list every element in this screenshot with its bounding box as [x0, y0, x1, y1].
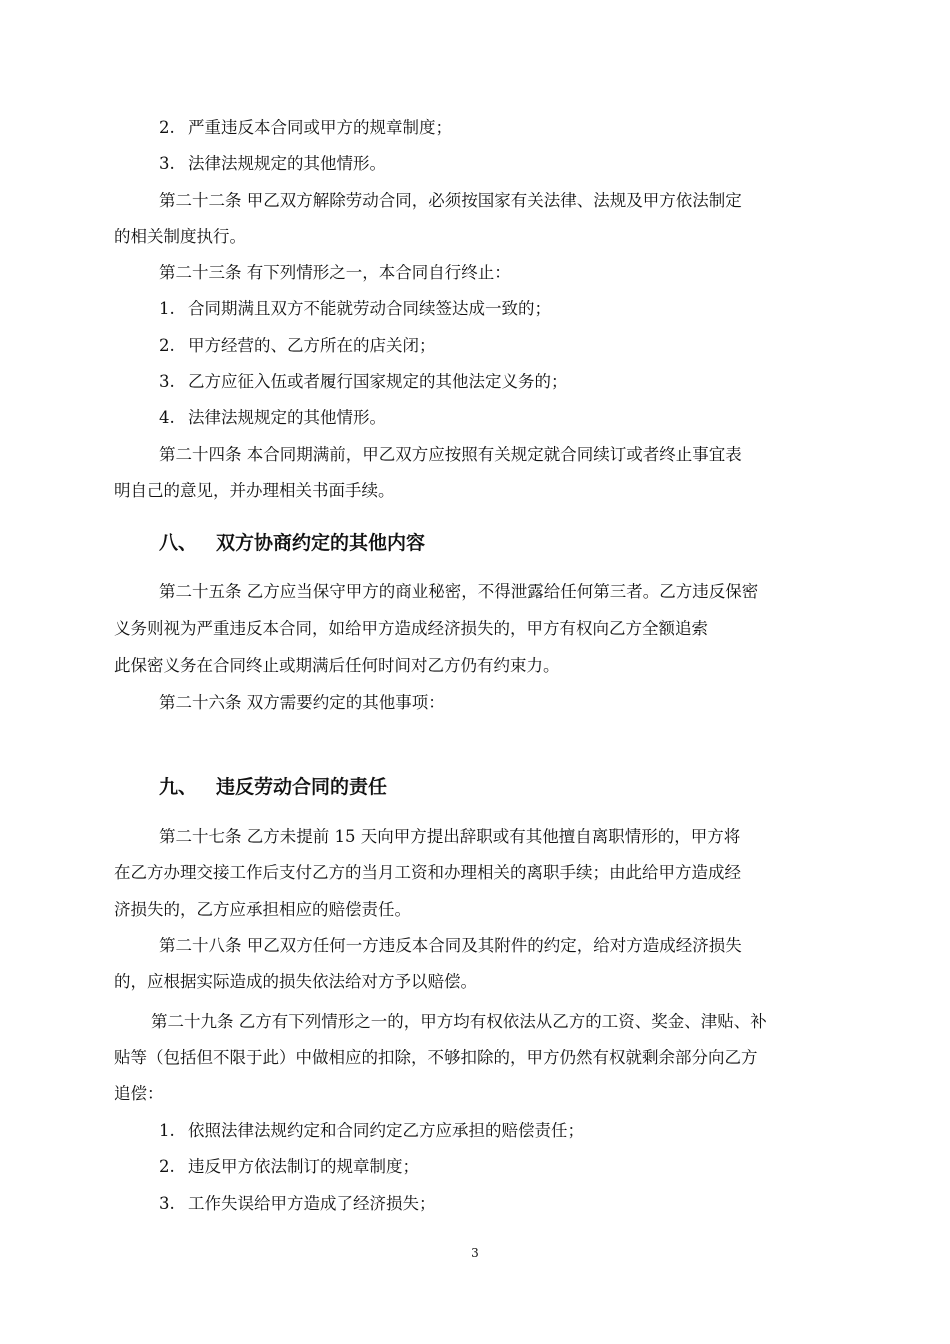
list-item-number: 1. — [159, 299, 175, 318]
list-item-number: 1. — [159, 1121, 175, 1140]
article-25-line-3: 此保密义务在合同终止或期满后任何时间对乙方仍有约束力。 — [114, 656, 560, 675]
list-item-number: 2. — [159, 1157, 175, 1176]
list-item-text: 严重违反本合同或甲方的规章制度； — [188, 118, 452, 137]
article-27-line-1: 第二十七条 乙方未提前 15 天向甲方提出辞职或有其他擅自离职情形的，甲方将 — [159, 827, 741, 846]
article-25-line-2: 义务则视为严重违反本合同，如给甲方造成经济损失的，甲方有权向乙方全额追索 — [114, 619, 708, 638]
list-item-text: 乙方应征入伍或者履行国家规定的其他法定义务的； — [188, 372, 568, 391]
list-item-number: 4. — [159, 408, 175, 427]
article-23-line-1: 第二十三条 有下列情形之一，本合同自行终止： — [159, 263, 511, 282]
article-29-line-3: 追偿： — [114, 1084, 164, 1103]
article-25-line-1: 第二十五条 乙方应当保守甲方的商业秘密，不得泄露给任何第三者。乙方违反保密 — [159, 582, 759, 601]
section-8-number: 八、 — [159, 532, 198, 554]
section-8-title: 双方协商约定的其他内容 — [216, 532, 426, 554]
article-22-line-1: 第二十二条 甲乙双方解除劳动合同，必须按国家有关法律、法规及甲方依法制定 — [159, 191, 742, 210]
list-item-text: 法律法规规定的其他情形。 — [188, 154, 386, 173]
article-26-line-1: 第二十六条 双方需要约定的其他事项： — [159, 693, 445, 712]
page-number: 3 — [471, 1246, 479, 1260]
article-22-line-2: 的相关制度执行。 — [114, 227, 246, 246]
article-27-line-2: 在乙方办理交接工作后支付乙方的当月工资和办理相关的离职手续；由此给甲方造成经 — [114, 863, 741, 882]
article-28-line-2: 的，应根据实际造成的损失依法给对方予以赔偿。 — [114, 972, 477, 991]
article-29-line-2: 贴等（包括但不限于此）中做相应的扣除，不够扣除的，甲方仍然有权就剩余部分向乙方 — [114, 1048, 758, 1067]
list-item-number: 3. — [159, 372, 175, 391]
section-9-title: 违反劳动合同的责任 — [216, 776, 388, 798]
list-item-number: 3. — [159, 154, 175, 173]
list-item-number: 2. — [159, 118, 175, 137]
list-item-text: 工作失误给甲方造成了经济损失； — [188, 1194, 436, 1213]
list-item-number: 3. — [159, 1194, 175, 1213]
article-29-line-1: 第二十九条 乙方有下列情形之一的，甲方均有权依法从乙方的工资、奖金、津贴、补 — [151, 1012, 767, 1031]
list-item-text: 违反甲方依法制订的规章制度； — [188, 1157, 419, 1176]
article-24-line-1: 第二十四条 本合同期满前，甲乙双方应按照有关规定就合同续订或者终止事宜表 — [159, 445, 742, 464]
article-27-line-3: 济损失的，乙方应承担相应的赔偿责任。 — [114, 900, 411, 919]
list-item-text: 合同期满且双方不能就劳动合同续签达成一致的； — [188, 299, 551, 318]
section-9-number: 九、 — [159, 776, 198, 798]
list-item-text: 依照法律法规约定和合同约定乙方应承担的赔偿责任； — [188, 1121, 584, 1140]
article-28-line-1: 第二十八条 甲乙双方任何一方违反本合同及其附件的约定，给对方造成经济损失 — [159, 936, 742, 955]
article-24-line-2: 明自己的意见，并办理相关书面手续。 — [114, 481, 395, 500]
list-item-text: 法律法规规定的其他情形。 — [188, 408, 386, 427]
list-item-number: 2. — [159, 336, 175, 355]
list-item-text: 甲方经营的、乙方所在的店关闭； — [188, 336, 436, 355]
